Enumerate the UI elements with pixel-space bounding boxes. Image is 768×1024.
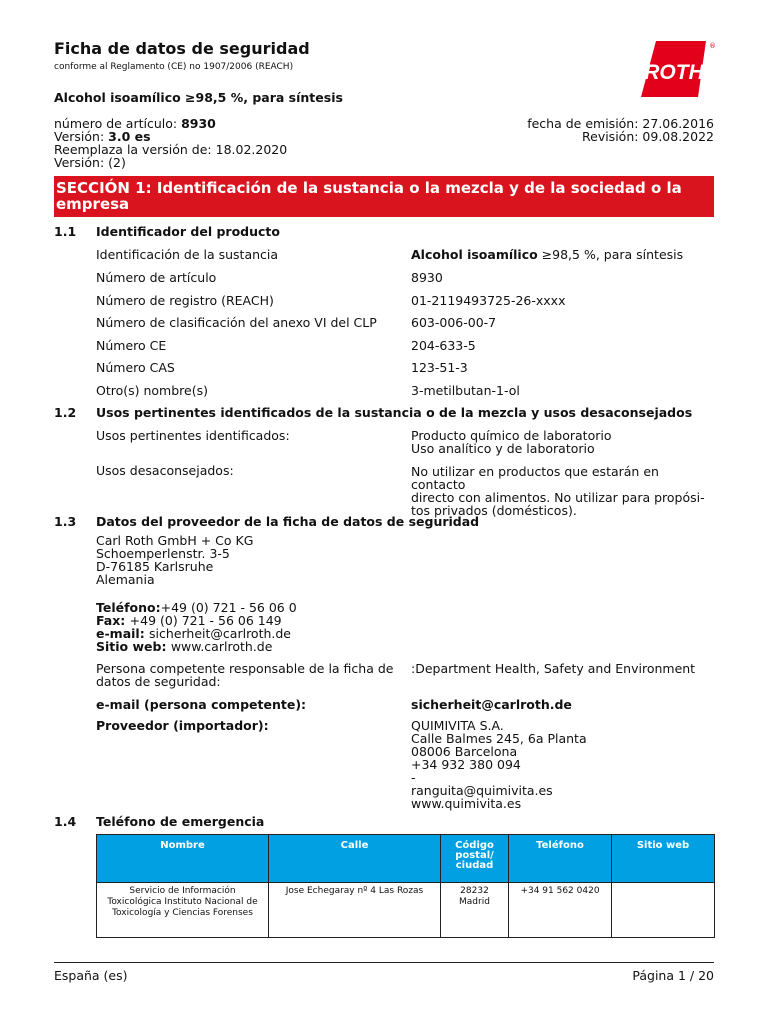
footer-country: España (es) <box>54 968 128 983</box>
revision-date: Revisión: 09.08.2022 <box>582 129 714 144</box>
previous-version-line: Versión: (2) <box>54 155 126 170</box>
issue-date: fecha de emisión: 27.06.2016 <box>527 116 714 131</box>
table-header-row <box>97 835 715 883</box>
competent-person-value: :Department Health, Safety and Environment <box>411 661 696 676</box>
supplier-contact: Teléfono:+49 (0) 721 - 56 06 0 Fax: +49 (0) 721 - 56 06 149 e-mail: sicherheit@carlroth.de Sitio web: www.carlroth.de <box>96 600 297 654</box>
field-label: Número CAS <box>96 360 175 375</box>
document-subtitle: conforme al Reglamento (CE) no 1907/2006 (REACH) <box>54 62 294 72</box>
cell-name: Servicio de Información Toxicológica Instituto Nacional de Toxicología y Ciencias Forenses <box>97 883 269 938</box>
article-number-line: número de artículo: 8930 <box>54 116 216 131</box>
product-title: Alcohol isoamílico ≥98,5 %, para síntesis <box>54 90 343 105</box>
field-label: Número de artículo <box>96 270 217 285</box>
supplier-website-link[interactable]: www.carlroth.de <box>170 639 273 654</box>
competent-email-value[interactable]: sicherheit@carlroth.de <box>411 697 572 712</box>
importer-details: QUIMIVITA S.A. Calle Balmes 245, 6a Planta 08006 Barcelona +34 932 380 094 - ranguita@quimivita.es www.quimivita.es <box>411 718 587 811</box>
field-label: Número de registro (REACH) <box>96 293 274 308</box>
subsection-heading-1-4: Teléfono de emergencia <box>96 814 265 829</box>
subsection-number-1-2: 1.2 <box>54 405 77 420</box>
field-label: Identificación de la sustancia <box>96 247 279 262</box>
competent-email-label: e-mail (persona competente): <box>96 697 307 712</box>
column-header-street: Calle <box>269 835 441 883</box>
column-header-phone: Teléfono <box>509 835 612 883</box>
field-value: 603-006-00-7 <box>411 315 497 330</box>
cell-street: Jose Echegaray nº 4 Las Rozas <box>269 883 441 938</box>
document-meta-right <box>527 117 714 143</box>
version-line: Versión: 3.0 es <box>54 129 151 144</box>
field-value: 123-51-3 <box>411 360 468 375</box>
logo-registered-mark: ® <box>709 42 716 50</box>
table-row <box>97 883 715 938</box>
field-value: 204-633-5 <box>411 338 476 353</box>
cell-website <box>612 883 715 938</box>
supplier-address: Carl Roth GmbH + Co KG Schoemperlenstr. 3-5 D-76185 Karlsruhe Alemania <box>96 533 254 587</box>
subsection-heading-1-1: Identificador del producto <box>96 224 280 239</box>
supplier-email-link[interactable]: sicherheit@carlroth.de <box>149 626 292 641</box>
subsection-number-1-1: 1.1 <box>54 224 77 239</box>
field-value: 8930 <box>411 270 443 285</box>
roth-logo <box>640 40 714 98</box>
column-header-postal: Código postal/ ciudad <box>441 835 509 883</box>
uses-value: Producto químico de laboratorio Uso analítico y de laboratorio <box>411 428 612 456</box>
importer-label: Proveedor (importador): <box>96 718 269 733</box>
discouraged-uses-label: Usos desaconsejados: <box>96 463 234 478</box>
field-label: Número CE <box>96 338 167 353</box>
field-label: Número de clasificación del anexo VI del CLP <box>96 315 377 330</box>
field-value: Alcohol isoamílico ≥98,5 %, para síntesis <box>411 247 684 262</box>
discouraged-uses-value: No utilizar en productos que estarán en contacto directo con alimentos. No utilizar para propósi- tos privados (domésticos). <box>411 464 705 518</box>
section-1-header: SECCIÓN 1: Identificación de la sustancia o la mezcla y de la sociedad o la empresa <box>54 176 714 217</box>
field-label: Otro(s) nombre(s) <box>96 383 208 398</box>
subsection-number-1-4: 1.4 <box>54 814 77 829</box>
footer-page-number: Página 1 / 20 <box>632 968 714 983</box>
subsection-heading-1-3: Datos del proveedor de la ficha de datos de seguridad <box>96 514 480 529</box>
column-header-website: Sitio web <box>612 835 715 883</box>
subsection-number-1-3: 1.3 <box>54 514 77 529</box>
column-header-name: Nombre <box>97 835 269 883</box>
cell-postal: 28232 Madrid <box>441 883 509 938</box>
footer-divider <box>54 962 714 963</box>
logo-text: ROTH <box>644 61 704 84</box>
field-value: 3-metilbutan-1-ol <box>411 383 520 398</box>
uses-label: Usos pertinentes identificados: <box>96 428 290 443</box>
emergency-contacts-table <box>96 834 715 938</box>
competent-person-label: Persona competente responsable de la ficha de datos de seguridad: <box>96 661 394 689</box>
replaces-version-line: Reemplaza la versión de: 18.02.2020 <box>54 142 288 157</box>
cell-phone: +34 91 562 0420 <box>509 883 612 938</box>
subsection-heading-1-2: Usos pertinentes identificados de la sustancia o de la mezcla y usos desaconsejados <box>96 405 693 420</box>
field-value: 01-2119493725-26-xxxx <box>411 293 566 308</box>
document-meta-left <box>54 117 287 169</box>
document-title: Ficha de datos de seguridad <box>54 39 310 58</box>
